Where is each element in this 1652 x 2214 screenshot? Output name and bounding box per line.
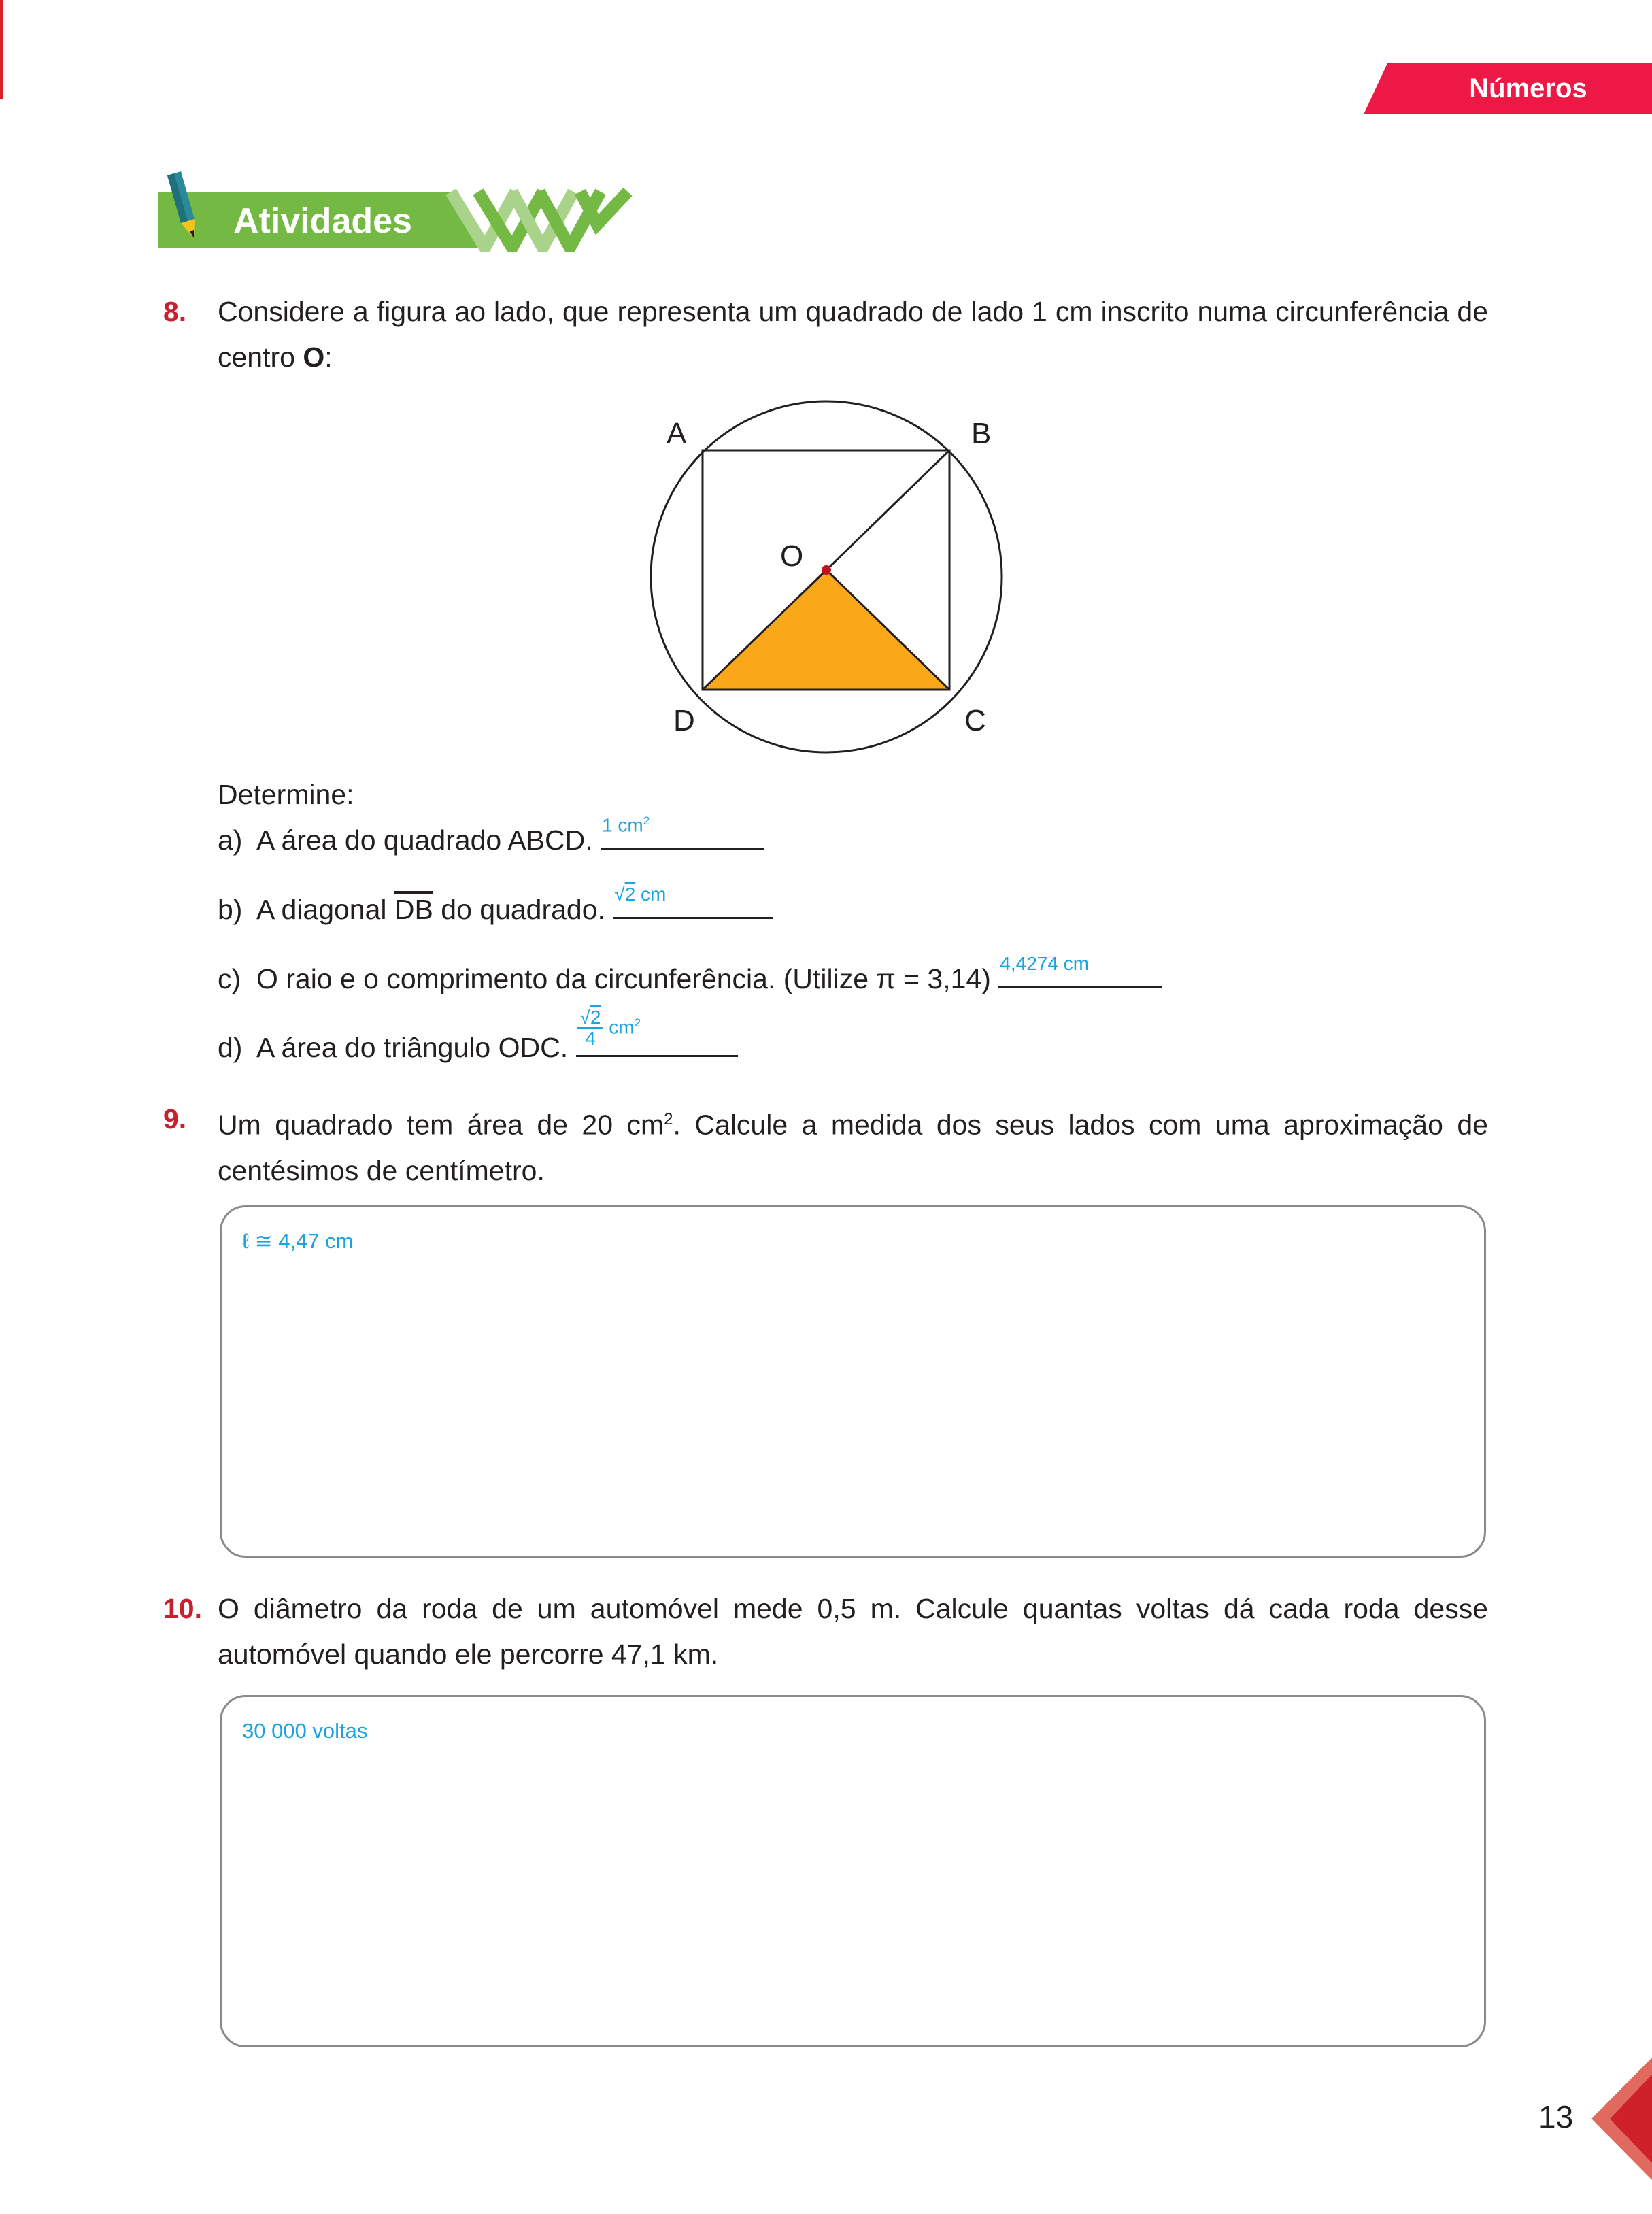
section-tab-label: Números — [1469, 73, 1587, 103]
answer-value: 1 cm — [602, 814, 643, 835]
question-text-part: Um quadrado tem área de 20 cm — [218, 1109, 664, 1141]
item-marker: b) — [218, 894, 243, 925]
question-text — [218, 289, 1488, 380]
item-b — [218, 884, 773, 926]
section-tab — [1364, 63, 1652, 114]
answer-b: √2 cm — [614, 884, 667, 905]
answer-d — [577, 1006, 641, 1048]
item-text: O raio e o comprimento da circunferência. (Utilize π = 3,14) — [256, 963, 991, 994]
question-number: 8. — [163, 296, 187, 327]
item-marker: a) — [218, 824, 243, 856]
item-a — [218, 814, 764, 857]
label-c: C — [964, 704, 986, 737]
question-text: O diâmetro da roda de um automóvel mede 0,5 m. Calcule quantas voltas dá cada roda desse automóvel quando ele percorre 47,1 km. — [218, 1593, 1488, 1670]
item-d — [218, 1007, 738, 1064]
answer-10: 30 000 voltas — [242, 1719, 368, 1743]
label-a: A — [667, 417, 687, 450]
activities-title: Atividades — [233, 201, 412, 241]
page-corner-marker — [1591, 2058, 1652, 2180]
item-text: A área do triângulo ODC. — [256, 1032, 569, 1063]
label-d: D — [673, 704, 695, 737]
activities-banner — [158, 156, 648, 252]
answer-fraction: $\frac{√2}{4}$ — [577, 1008, 604, 1048]
answer-box-10[interactable] — [220, 1695, 1486, 2047]
answer-line-c[interactable] — [998, 953, 1162, 988]
question-text-part: . Calcule a medida dos seus lados com uma aproximação de centésimos de centímetro. — [218, 1109, 1488, 1186]
center-dot — [822, 565, 831, 575]
center-label: O — [303, 341, 325, 373]
answer-exponent: 2 — [643, 814, 650, 827]
answer-exponent: 2 — [634, 1016, 641, 1029]
answer-line-b[interactable] — [613, 884, 773, 919]
question-10 — [163, 1586, 1488, 1681]
item-marker: c) — [218, 963, 241, 994]
question-number: 10. — [163, 1593, 202, 1624]
segment-db: $\overline{DB}$ — [394, 894, 433, 925]
item-text: A área do quadrado ABCD. — [256, 824, 593, 856]
page-number: 13 — [1538, 2099, 1574, 2134]
question-9 — [163, 1096, 1488, 1192]
answer-unit: cm — [635, 884, 667, 905]
fraction-denominator: 4 — [585, 1028, 596, 1049]
answer-9: ℓ ≅ 4,47 cm — [242, 1229, 354, 1253]
label-o: O — [780, 539, 804, 573]
item-marker: d) — [218, 1032, 243, 1063]
answer-line-a[interactable] — [601, 814, 764, 850]
item-text: do quadrado. — [433, 894, 605, 925]
question-number: 9. — [163, 1103, 187, 1135]
item-text: A diagonal — [256, 894, 394, 925]
answer-line-d[interactable] — [576, 1007, 738, 1057]
item-c — [218, 953, 1162, 996]
answer-c: 4,4274 cm — [1000, 953, 1090, 974]
question-text — [218, 1096, 1488, 1194]
question-exponent: 2 — [664, 1110, 673, 1128]
radius-ob — [826, 450, 949, 570]
question-text-part: Considere a figura ao lado, que representa um quadrado de lado 1 cm inscrito numa circunferência de centro — [218, 296, 1488, 373]
square-in-circle-figure — [626, 388, 1034, 755]
answer-radicand: 2 — [624, 884, 636, 905]
answer-unit: cm — [609, 1016, 635, 1037]
question-text-part: : — [324, 341, 333, 373]
triangle-odc — [703, 570, 949, 690]
answer-a — [602, 804, 650, 842]
determine-prompt: Determine: — [218, 779, 354, 810]
answer-box-9[interactable] — [220, 1205, 1486, 1558]
label-b: B — [971, 417, 992, 450]
question-8 — [163, 289, 1488, 384]
page-edge-bar — [0, 0, 3, 99]
fraction-numerator: 2 — [590, 1007, 601, 1028]
